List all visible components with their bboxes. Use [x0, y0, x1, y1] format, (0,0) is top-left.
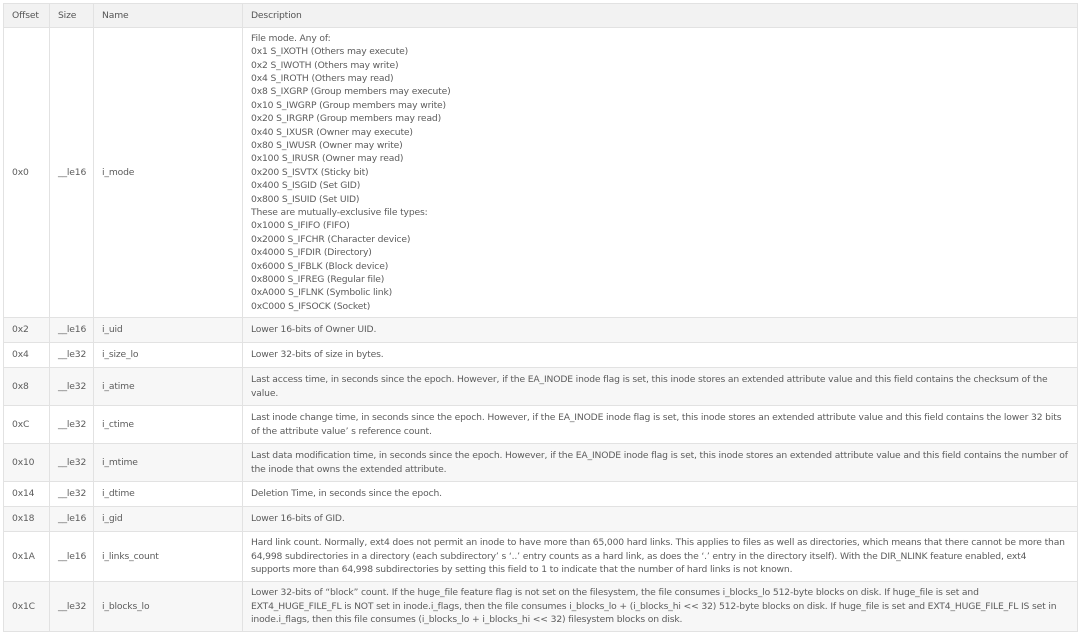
description-line: 64,998 subdirectories in a directory (each subdirectory’ s ‘..’ entry counts as a hard link, as does the ‘.’ entry in the directory itself). With the DIR_NLINK feature enabled, ext4	[251, 550, 1027, 562]
header-size: Size	[50, 4, 94, 28]
table-row	[4, 28, 1078, 318]
cell-description	[243, 507, 1078, 532]
cell-offset: 0x1C	[4, 582, 50, 632]
cell-name: i_blocks_lo	[94, 582, 243, 632]
cell-description	[243, 444, 1078, 482]
description-line: 0x200 S_ISVTX (Sticky bit)	[251, 166, 369, 178]
cell-name: i_ctime	[94, 406, 243, 444]
cell-name: i_links_count	[94, 532, 243, 582]
description-line: 0x800 S_ISUID (Set UID)	[251, 193, 360, 205]
cell-name: i_gid	[94, 507, 243, 532]
description-line: 0x1000 S_IFIFO (FIFO)	[251, 220, 350, 232]
description-line: of the attribute value’ s reference count.	[251, 425, 432, 437]
cell-size: __le32	[50, 406, 94, 444]
description-line: 0x4 S_IROTH (Others may read)	[251, 72, 394, 84]
description-line: Lower 32-bits of size in bytes.	[251, 349, 384, 361]
description-line: 0x20 S_IRGRP (Group members may read)	[251, 113, 442, 125]
inode-fields-table	[3, 3, 1078, 632]
cell-description	[243, 482, 1078, 507]
description-line: Lower 32-bits of “block” count. If the huge_file feature flag is not set on the filesystem, the file consumes i_blocks_lo 512-byte blocks on disk. If huge_file is set and	[251, 587, 979, 599]
table-row	[4, 482, 1078, 507]
table-row	[4, 406, 1078, 444]
cell-offset: 0x14	[4, 482, 50, 507]
cell-description	[243, 28, 1078, 318]
description-line: 0x1 S_IXOTH (Others may execute)	[251, 46, 409, 58]
cell-name: i_mtime	[94, 444, 243, 482]
table-row	[4, 368, 1078, 406]
cell-description	[243, 343, 1078, 368]
cell-description	[243, 318, 1078, 343]
description-line: value.	[251, 387, 279, 399]
description-line: 0x2000 S_IFCHR (Character device)	[251, 233, 411, 245]
description-line: the inode that owns the extended attribute.	[251, 463, 447, 475]
description-line: 0x6000 S_IFBLK (Block device)	[251, 260, 389, 272]
cell-description	[243, 532, 1078, 582]
description-line: Lower 16-bits of GID.	[251, 513, 345, 525]
cell-offset: 0x4	[4, 343, 50, 368]
description-line: 0x8 S_IXGRP (Group members may execute)	[251, 86, 451, 98]
description-line: 0x10 S_IWGRP (Group members may write)	[251, 99, 446, 111]
cell-size: __le32	[50, 444, 94, 482]
table-row	[4, 444, 1078, 482]
cell-name: i_size_lo	[94, 343, 243, 368]
description-line: 0x2 S_IWOTH (Others may write)	[251, 59, 399, 71]
table-header	[4, 4, 1078, 28]
description-line: Lower 16-bits of Owner UID.	[251, 324, 377, 336]
cell-offset: 0x2	[4, 318, 50, 343]
cell-name: i_atime	[94, 368, 243, 406]
cell-name: i_dtime	[94, 482, 243, 507]
table-row	[4, 318, 1078, 343]
cell-size: __le32	[50, 582, 94, 632]
description-line: 0x40 S_IXUSR (Owner may execute)	[251, 126, 413, 138]
cell-offset: 0xC	[4, 406, 50, 444]
description-line: These are mutually-exclusive file types:	[251, 207, 428, 219]
description-line: Deletion Time, in seconds since the epoch.	[251, 488, 442, 500]
cell-size: __le32	[50, 343, 94, 368]
description-line: 0xA000 S_IFLNK (Symbolic link)	[251, 287, 393, 299]
description-line: 0x8000 S_IFREG (Regular file)	[251, 274, 385, 286]
cell-name: i_uid	[94, 318, 243, 343]
description-line: 0x400 S_ISGID (Set GID)	[251, 180, 361, 192]
cell-offset: 0x0	[4, 28, 50, 318]
table-row	[4, 343, 1078, 368]
inode-table-container	[3, 3, 1077, 632]
table-body	[4, 28, 1078, 632]
cell-size: __le16	[50, 532, 94, 582]
description-line: File mode. Any of:	[251, 32, 331, 44]
description-line: supports more than 64,998 subdirectories by setting this field to 1 to indicate that the number of hard links is not known.	[251, 564, 793, 576]
cell-size: __le16	[50, 318, 94, 343]
cell-size: __le16	[50, 507, 94, 532]
cell-description	[243, 582, 1078, 632]
header-offset: Offset	[4, 4, 50, 28]
header-description: Description	[243, 4, 1078, 28]
table-row	[4, 532, 1078, 582]
description-line: inode.i_flags, then this file consumes (i_blocks_lo + i_blocks_hi << 32) filesystem blocks on disk.	[251, 614, 683, 626]
cell-offset: 0x18	[4, 507, 50, 532]
header-row	[4, 4, 1078, 28]
header-name: Name	[94, 4, 243, 28]
cell-offset: 0x8	[4, 368, 50, 406]
description-line: Hard link count. Normally, ext4 does not permit an inode to have more than 65,000 hard links. This applies to files as well as directories, which means that there cannot be more than	[251, 537, 1065, 549]
cell-size: __le32	[50, 368, 94, 406]
description-line: EXT4_HUGE_FILE_FL is NOT set in inode.i_flags, then the file consumes i_blocks_lo + (i_blocks_hi << 32) 512-byte blocks on disk. If huge_file is set and EXT4_HUGE_FILE_FL IS set in	[251, 600, 1057, 612]
cell-description	[243, 368, 1078, 406]
description-line: 0x4000 S_IFDIR (Directory)	[251, 247, 372, 259]
description-line: Last data modification time, in seconds since the epoch. However, if the EA_INODE inode flag is set, this inode stores an extended attribute value and this field contains the number of	[251, 450, 1068, 462]
cell-size: __le32	[50, 482, 94, 507]
cell-offset: 0x10	[4, 444, 50, 482]
cell-name: i_mode	[94, 28, 243, 318]
description-line: 0x100 S_IRUSR (Owner may read)	[251, 153, 404, 165]
cell-size: __le16	[50, 28, 94, 318]
description-line: 0xC000 S_IFSOCK (Socket)	[251, 300, 371, 312]
cell-offset: 0x1A	[4, 532, 50, 582]
cell-description	[243, 406, 1078, 444]
description-line: Last access time, in seconds since the epoch. However, if the EA_INODE inode flag is set, this inode stores an extended attribute value and this field contains the checksum of the	[251, 374, 1048, 386]
description-line: 0x80 S_IWUSR (Owner may write)	[251, 139, 403, 151]
description-line: Last inode change time, in seconds since the epoch. However, if the EA_INODE inode flag is set, this inode stores an extended attribute value and this field contains the lower 32 bits	[251, 412, 1062, 424]
table-row	[4, 582, 1078, 632]
table-row	[4, 507, 1078, 532]
